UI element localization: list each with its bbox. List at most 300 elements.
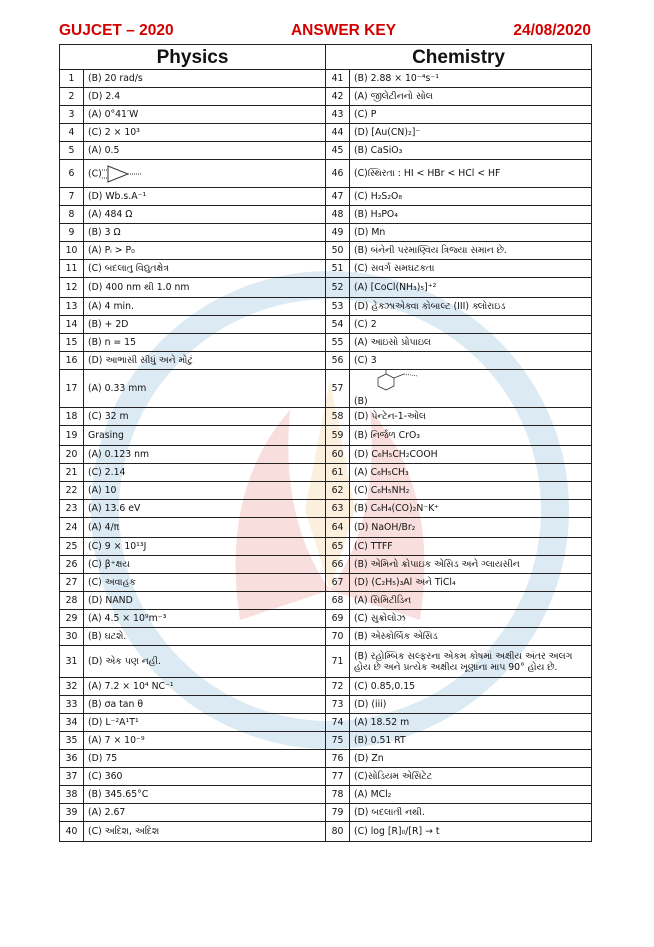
cell-text: (B) 3 Ω xyxy=(88,227,121,238)
cell-text: 7 xyxy=(68,191,75,202)
question-number-chemistry xyxy=(326,408,350,426)
cell-text: (B) 345.65°C xyxy=(88,789,149,800)
question-number-chemistry xyxy=(326,804,350,822)
table-row xyxy=(60,786,592,804)
cell-text: (C) 9 × 10¹³J xyxy=(88,541,147,552)
cell-text: 74 xyxy=(331,717,344,728)
cell-text: (D) (C₂H₅)₃Al અને TiCl₄ xyxy=(354,577,456,588)
cell-text: (D) C₆H₅CH₂COOH xyxy=(354,449,438,460)
question-number-chemistry xyxy=(326,822,350,842)
cell-text: (A) 4.5 × 10⁹m⁻³ xyxy=(88,613,167,624)
cell-text: 8 xyxy=(68,209,75,220)
table-row xyxy=(60,426,592,446)
question-number-chemistry xyxy=(326,482,350,500)
cell-text: 10 xyxy=(65,245,78,256)
answer-physics xyxy=(84,124,326,142)
cell-text: (A) જીલેટીનનો સોલ xyxy=(354,91,433,102)
answer-chemistry xyxy=(350,768,592,786)
cell-text: 3 xyxy=(68,109,75,120)
table-row xyxy=(60,242,592,260)
molecule-structure-icon xyxy=(368,370,428,396)
table-row xyxy=(60,696,592,714)
cell-text: 48 xyxy=(331,209,344,220)
table-row xyxy=(60,538,592,556)
question-number-physics xyxy=(60,592,84,610)
cell-text: 53 xyxy=(331,301,344,312)
answer-physics xyxy=(84,70,326,88)
cell-text: 76 xyxy=(331,753,344,764)
cell-text: (B) n = 15 xyxy=(88,337,137,348)
question-number-chemistry xyxy=(326,142,350,160)
cell-text: (A) 0.5 xyxy=(88,145,120,156)
answer-chemistry xyxy=(350,316,592,334)
cell-text: 64 xyxy=(331,522,344,533)
question-number-chemistry xyxy=(326,518,350,538)
cell-text: (C) xyxy=(88,168,102,179)
cell-text: (A) 2.67 xyxy=(88,807,126,818)
cell-text: (C) H₂S₂O₈ xyxy=(354,191,403,202)
cell-text: (A) 4 min. xyxy=(88,301,134,312)
question-number-physics xyxy=(60,352,84,370)
cell-text: (B) રહોમ્બિક સલ્ફરના એકમ કોષમાં અક્ષીય અંતર અલગ હોય છે અને પ્રત્યેક અક્ષીય ખૂણાના માપ 90° હોય છે. xyxy=(354,650,573,673)
cell-text: 67 xyxy=(331,577,344,588)
question-number-physics xyxy=(60,124,84,142)
answer-chemistry xyxy=(350,592,592,610)
chemistry-heading: Chemistry xyxy=(326,45,592,70)
cell-text: 14 xyxy=(65,319,78,330)
cell-text: 31 xyxy=(65,656,78,667)
table-row xyxy=(60,732,592,750)
answer-physics xyxy=(84,750,326,768)
cell-text: (B) નિર્જળ CrO₃ xyxy=(354,430,420,441)
cell-text: 19 xyxy=(65,430,78,441)
cell-text: (A) 4/π xyxy=(88,522,120,533)
answer-chemistry xyxy=(350,696,592,714)
cell-text: (A) [CoCl(NH₃)₅]⁺² xyxy=(354,282,437,293)
answer-physics xyxy=(84,88,326,106)
question-number-physics xyxy=(60,610,84,628)
cell-text: (C) અદિશ, અદિશ xyxy=(88,826,160,837)
answer-chemistry xyxy=(350,242,592,260)
cell-text: (A) 18.52 m xyxy=(354,717,410,728)
question-number-physics xyxy=(60,628,84,646)
question-number-chemistry xyxy=(326,732,350,750)
physics-heading: Physics xyxy=(60,45,326,70)
answer-chemistry xyxy=(350,750,592,768)
table-row xyxy=(60,750,592,768)
answer-chemistry xyxy=(350,610,592,628)
cell-text: (A) Pᵢ > P₀ xyxy=(88,245,135,256)
question-number-chemistry xyxy=(326,316,350,334)
answer-physics xyxy=(84,224,326,242)
cell-text: (B) બંનેની પરમાણ્વિય ત્રિજ્યા સમાન છે. xyxy=(354,245,507,256)
question-number-physics xyxy=(60,188,84,206)
answer-chemistry xyxy=(350,786,592,804)
cell-text: (B) + 2D xyxy=(88,319,129,330)
answer-physics xyxy=(84,610,326,628)
answer-key-sheet xyxy=(59,18,591,842)
answer-physics xyxy=(84,822,326,842)
table-row xyxy=(60,556,592,574)
answer-chemistry xyxy=(350,732,592,750)
cell-text: (D) NAND xyxy=(88,595,133,606)
cell-text: (D) હેક્ઝાએક્વા કોબાલ્ટ (III) ક્લોરાઇડ xyxy=(354,301,506,312)
question-number-chemistry xyxy=(326,750,350,768)
cell-text: 59 xyxy=(331,430,344,441)
question-number-chemistry xyxy=(326,538,350,556)
cell-text: 1 xyxy=(68,73,75,84)
cell-text: 57 xyxy=(331,383,344,394)
answer-rows xyxy=(60,70,592,842)
answer-physics xyxy=(84,804,326,822)
question-number-physics xyxy=(60,678,84,696)
cell-text: (C) અવાહક xyxy=(88,577,136,588)
cell-text: 26 xyxy=(65,559,78,570)
cell-text: (C) 32 m xyxy=(88,411,129,422)
answer-physics xyxy=(84,298,326,316)
question-number-physics xyxy=(60,696,84,714)
question-number-chemistry xyxy=(326,260,350,278)
cell-text: (C) બદલાતુ વિદ્યુતક્ષેત્ર xyxy=(88,263,169,274)
answer-chemistry xyxy=(350,804,592,822)
answer-chemistry xyxy=(350,464,592,482)
answer-chemistry xyxy=(350,556,592,574)
cell-text: 65 xyxy=(331,541,344,552)
cell-text: 28 xyxy=(65,595,78,606)
cell-text: 21 xyxy=(65,467,78,478)
answer-chemistry xyxy=(350,714,592,732)
cell-text: 36 xyxy=(65,753,78,764)
answer-chemistry xyxy=(350,500,592,518)
cell-text: (C) β⁺ક્ષય xyxy=(88,559,130,570)
answer-physics xyxy=(84,482,326,500)
cell-text: (A) 10 xyxy=(88,485,117,496)
question-number-chemistry xyxy=(326,446,350,464)
table-row xyxy=(60,574,592,592)
answer-chemistry xyxy=(350,124,592,142)
table-row xyxy=(60,352,592,370)
table-row xyxy=(60,446,592,464)
answer-physics xyxy=(84,646,326,678)
answer-chemistry xyxy=(350,224,592,242)
cell-text: 72 xyxy=(331,681,344,692)
table-row xyxy=(60,106,592,124)
question-number-physics xyxy=(60,556,84,574)
cell-text: 78 xyxy=(331,789,344,800)
cell-text: 69 xyxy=(331,613,344,624)
cell-text: (B) 20 rad/s xyxy=(88,73,143,84)
cell-text: 52 xyxy=(331,282,344,293)
table-row xyxy=(60,768,592,786)
question-number-chemistry xyxy=(326,188,350,206)
cell-text: (C) P xyxy=(354,109,377,120)
question-number-chemistry xyxy=(326,592,350,610)
cell-text: 55 xyxy=(331,337,344,348)
cell-text: 51 xyxy=(331,263,344,274)
cell-text: 62 xyxy=(331,485,344,496)
table-row xyxy=(60,408,592,426)
cell-text: (C) 2 × 10³ xyxy=(88,127,140,138)
question-number-chemistry xyxy=(326,574,350,592)
table-row xyxy=(60,316,592,334)
table-row xyxy=(60,334,592,352)
answer-physics xyxy=(84,352,326,370)
cell-text: 42 xyxy=(331,91,344,102)
cell-text: (C) 2 xyxy=(354,319,377,330)
question-number-physics xyxy=(60,106,84,124)
answer-physics xyxy=(84,714,326,732)
question-number-chemistry xyxy=(326,106,350,124)
table-row xyxy=(60,142,592,160)
cell-text: 5 xyxy=(68,145,75,156)
answer-chemistry xyxy=(350,188,592,206)
question-number-physics xyxy=(60,242,84,260)
cell-text: 34 xyxy=(65,717,78,728)
question-number-chemistry xyxy=(326,334,350,352)
answer-physics xyxy=(84,556,326,574)
question-number-physics xyxy=(60,464,84,482)
question-number-physics xyxy=(60,278,84,298)
cell-text: 9 xyxy=(68,227,75,238)
cell-text: (D) આભાસી સીધું અને મોટું xyxy=(88,355,193,366)
cell-text: 20 xyxy=(65,449,78,460)
table-row xyxy=(60,678,592,696)
cell-text: (C) 3 xyxy=(354,355,377,366)
cell-text: (A) MCl₂ xyxy=(354,789,392,800)
question-number-chemistry xyxy=(326,646,350,678)
question-number-physics xyxy=(60,206,84,224)
question-number-physics xyxy=(60,160,84,188)
cell-text: (B) CaSiO₃ xyxy=(354,145,403,156)
cell-text: 38 xyxy=(65,789,78,800)
question-number-chemistry xyxy=(326,160,350,188)
answer-physics xyxy=(84,160,326,188)
question-number-physics xyxy=(60,804,84,822)
answer-physics xyxy=(84,768,326,786)
cell-text: (D) (iii) xyxy=(354,699,387,710)
cell-text: 32 xyxy=(65,681,78,692)
cell-text: (D) [Au(CN)₂]⁻ xyxy=(354,127,421,138)
cell-text: (B) H₃PO₄ xyxy=(354,209,398,220)
answer-physics xyxy=(84,538,326,556)
cell-text: 22 xyxy=(65,485,78,496)
cell-text: 33 xyxy=(65,699,78,710)
cell-text: 49 xyxy=(331,227,344,238)
answer-physics xyxy=(84,260,326,278)
table-row xyxy=(60,822,592,842)
table-row xyxy=(60,298,592,316)
answer-chemistry xyxy=(350,70,592,88)
question-number-chemistry xyxy=(326,696,350,714)
question-number-chemistry xyxy=(326,426,350,446)
answer-chemistry xyxy=(350,260,592,278)
cell-text: 45 xyxy=(331,145,344,156)
cell-text: 2 xyxy=(68,91,75,102)
question-number-chemistry xyxy=(326,786,350,804)
cell-text: (A) 484 Ω xyxy=(88,209,133,220)
cell-text: 71 xyxy=(331,656,344,667)
answer-chemistry xyxy=(350,160,592,188)
question-number-physics xyxy=(60,750,84,768)
cell-text: 46 xyxy=(331,168,344,179)
cell-text: (C)સ્થિરતા : HI < HBr < HCl < HF xyxy=(354,168,501,179)
cell-text: (A) 7.2 × 10⁴ NC⁻¹ xyxy=(88,681,174,692)
cell-text: 60 xyxy=(331,449,344,460)
question-number-physics xyxy=(60,574,84,592)
cell-text: 12 xyxy=(65,282,78,293)
cell-text: 54 xyxy=(331,319,344,330)
answer-physics xyxy=(84,370,326,408)
question-number-chemistry xyxy=(326,678,350,696)
answer-physics xyxy=(84,316,326,334)
table-row xyxy=(60,804,592,822)
answer-physics xyxy=(84,334,326,352)
cell-text: 40 xyxy=(65,826,78,837)
cell-text: 80 xyxy=(331,826,344,837)
question-number-physics xyxy=(60,408,84,426)
cell-text: 56 xyxy=(331,355,344,366)
exam-date: 24/08/2020 xyxy=(513,22,591,39)
cell-text: (A) 0.123 nm xyxy=(88,449,150,460)
table-row xyxy=(60,714,592,732)
cell-text: (C) 0.85,0.15 xyxy=(354,681,416,692)
cell-text: 30 xyxy=(65,631,78,642)
cell-text: 27 xyxy=(65,577,78,588)
answer-chemistry xyxy=(350,88,592,106)
answer-key-title: ANSWER KEY xyxy=(290,22,397,39)
table-row xyxy=(60,278,592,298)
question-number-physics xyxy=(60,224,84,242)
cell-text: 29 xyxy=(65,613,78,624)
question-number-chemistry xyxy=(326,768,350,786)
question-number-physics xyxy=(60,142,84,160)
answer-chemistry xyxy=(350,446,592,464)
question-number-physics xyxy=(60,732,84,750)
cell-text: (A) 7 × 10⁻⁹ xyxy=(88,735,145,746)
answer-physics xyxy=(84,206,326,224)
question-number-physics xyxy=(60,298,84,316)
cell-text: (B) C₆H₄(CO)₂N⁻K⁺ xyxy=(354,503,440,514)
answer-chemistry xyxy=(350,678,592,696)
answer-physics xyxy=(84,574,326,592)
cell-text: 35 xyxy=(65,735,78,746)
cell-text: 16 xyxy=(65,355,78,366)
table-row xyxy=(60,592,592,610)
question-number-chemistry xyxy=(326,224,350,242)
answer-chemistry xyxy=(350,482,592,500)
question-number-chemistry xyxy=(326,88,350,106)
cell-text: 17 xyxy=(65,383,78,394)
question-number-physics xyxy=(60,70,84,88)
cell-text: (D) Zn xyxy=(354,753,384,764)
question-number-chemistry xyxy=(326,124,350,142)
cell-text: (D) પેન્ટેન-1-ઓલ xyxy=(354,411,426,422)
table-row xyxy=(60,160,592,188)
answer-chemistry xyxy=(350,370,592,408)
question-number-physics xyxy=(60,768,84,786)
cell-text: (C) C₆H₅NH₂ xyxy=(354,485,410,496)
question-number-chemistry xyxy=(326,278,350,298)
cell-text: 13 xyxy=(65,301,78,312)
header-bar xyxy=(59,18,591,44)
cell-text: (C)સોડિયમ એસિટેટ xyxy=(354,771,433,782)
cell-text: 61 xyxy=(331,467,344,478)
cell-text: 70 xyxy=(331,631,344,642)
cell-text: 4 xyxy=(68,127,75,138)
answer-physics xyxy=(84,426,326,446)
cell-text: 24 xyxy=(65,522,78,533)
cell-text: (B) σa tan θ xyxy=(88,699,144,710)
answer-physics xyxy=(84,696,326,714)
cell-text: (C) સવર્ગ સમઘટકતા xyxy=(354,263,435,274)
table-row xyxy=(60,500,592,518)
question-number-physics xyxy=(60,822,84,842)
table-row xyxy=(60,88,592,106)
cell-text: (D) બદલાતી નથી. xyxy=(354,807,425,818)
question-number-physics xyxy=(60,88,84,106)
table-row xyxy=(60,464,592,482)
cell-text: 66 xyxy=(331,559,344,570)
answer-chemistry xyxy=(350,628,592,646)
cell-text: (D) Wb.s.A⁻¹ xyxy=(88,191,147,202)
answer-physics xyxy=(84,628,326,646)
question-number-physics xyxy=(60,426,84,446)
question-number-physics xyxy=(60,482,84,500)
cell-text: 44 xyxy=(331,127,344,138)
answer-physics xyxy=(84,592,326,610)
question-number-physics xyxy=(60,538,84,556)
question-number-physics xyxy=(60,446,84,464)
cell-text: (A) સિમિટીડિન xyxy=(354,595,412,606)
question-number-chemistry xyxy=(326,556,350,574)
cell-text: 18 xyxy=(65,411,78,422)
cell-text: 39 xyxy=(65,807,78,818)
answer-physics xyxy=(84,732,326,750)
answer-chemistry xyxy=(350,334,592,352)
answer-chemistry xyxy=(350,646,592,678)
cell-text: 23 xyxy=(65,503,78,514)
question-number-chemistry xyxy=(326,464,350,482)
answer-physics xyxy=(84,500,326,518)
cell-text: (C) log [R]₀/[R] → t xyxy=(354,826,440,837)
cell-text: 25 xyxy=(65,541,78,552)
cell-text: 77 xyxy=(331,771,344,782)
question-number-chemistry xyxy=(326,206,350,224)
question-number-chemistry xyxy=(326,500,350,518)
cell-text: (D) એક પણ નહી. xyxy=(88,656,161,667)
answer-chemistry xyxy=(350,352,592,370)
answer-physics xyxy=(84,678,326,696)
question-number-chemistry xyxy=(326,370,350,408)
cell-text: 11 xyxy=(65,263,78,274)
answer-chemistry xyxy=(350,426,592,446)
exam-title: GUJCET – 2020 xyxy=(59,22,174,39)
table-row xyxy=(60,260,592,278)
cell-text: (C) સુક્રોલોઝ xyxy=(354,613,406,624)
answer-physics xyxy=(84,142,326,160)
question-number-chemistry xyxy=(326,242,350,260)
cell-text: 37 xyxy=(65,771,78,782)
cell-text: 73 xyxy=(331,699,344,710)
answer-physics xyxy=(84,518,326,538)
cell-text: (B) xyxy=(354,396,368,407)
cell-text: 63 xyxy=(331,503,344,514)
answer-chemistry xyxy=(350,142,592,160)
cell-text: (A) C₆H₅CH₃ xyxy=(354,467,409,478)
cell-text: (B) એમિનો ક્રોપાઇક એસિડ અને ગ્લાયસીન xyxy=(354,559,520,570)
cell-text: (A) આઇસો પ્રોપાઇલ xyxy=(354,337,431,348)
answer-physics xyxy=(84,408,326,426)
